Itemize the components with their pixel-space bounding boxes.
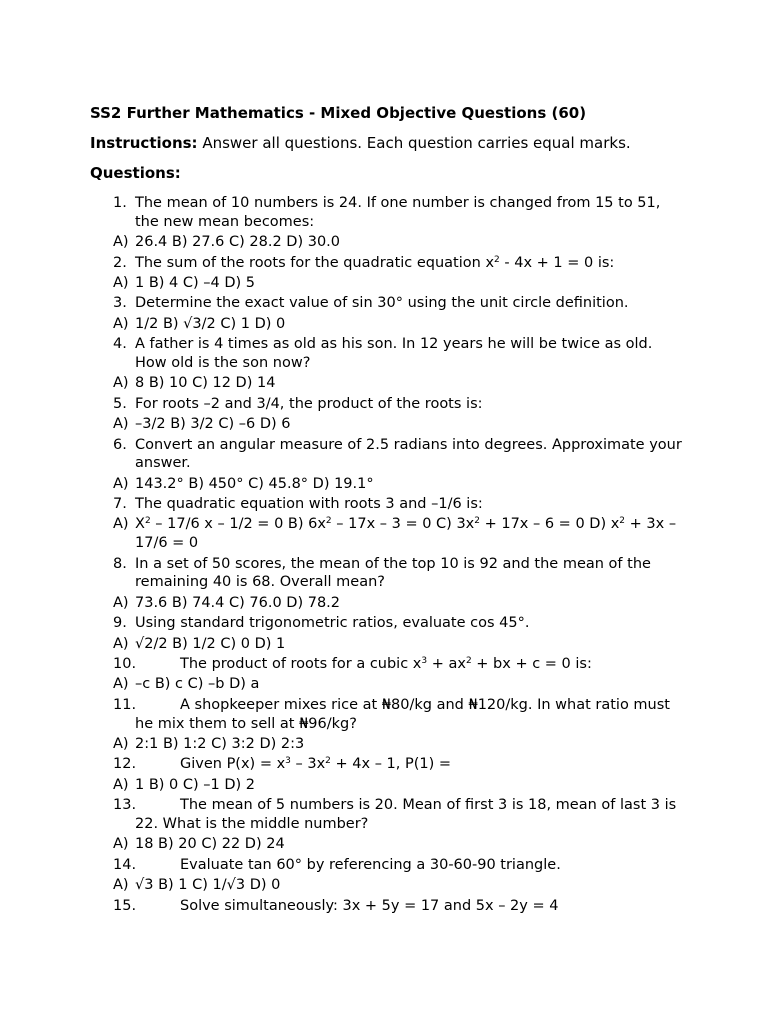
question-number: 1. bbox=[113, 195, 127, 211]
instructions-line bbox=[90, 134, 631, 152]
question-item bbox=[113, 755, 683, 774]
question-item bbox=[113, 856, 683, 875]
answer-options bbox=[113, 735, 683, 754]
question-number: 14. bbox=[113, 856, 137, 873]
answer-options bbox=[113, 594, 683, 613]
question-text: For roots –2 and 3/4, the product of the roots is: bbox=[135, 395, 483, 412]
question-text: Given $P(x) = x^3 - 3x^2 + 4x - 1$, P(1) = bbox=[180, 756, 452, 773]
answer-options bbox=[113, 274, 683, 293]
question-item bbox=[113, 614, 683, 633]
question-number: 11. bbox=[113, 696, 137, 713]
question-text: The quadratic equation with roots 3 and –1/6 is: bbox=[135, 496, 483, 513]
option-text: 26.4 B) 27.6 C) 28.2 D) 30.0 bbox=[135, 234, 341, 251]
answer-options bbox=[113, 233, 683, 252]
question-text: Solve simultaneously: 3x + 5y = 17 and 5x – 2y = 4 bbox=[180, 897, 559, 914]
question-number: 5. bbox=[113, 395, 127, 412]
question-number: 10. bbox=[113, 656, 137, 673]
question-item bbox=[113, 436, 683, 474]
question-number: 2. bbox=[113, 254, 127, 271]
question-item bbox=[113, 897, 683, 916]
option-text: 18 B) 20 C) 22 D) 24 bbox=[135, 836, 285, 853]
option-marker: A) bbox=[113, 735, 129, 752]
question-text: The mean of 10 numbers is 24. If one number is changed from 15 to 51, the new mean becomes: bbox=[135, 195, 661, 230]
answer-options bbox=[113, 315, 683, 334]
question-list bbox=[113, 194, 683, 917]
question-text: The product of roots for a cubic $x^3 + ax^2$ + bx + c = 0 is: bbox=[180, 656, 592, 673]
option-marker: A) bbox=[113, 416, 129, 433]
option-text: √3 B) 1 C) 1/√3 D) 0 bbox=[135, 877, 281, 894]
answer-options bbox=[113, 635, 683, 654]
question-number: 15. bbox=[113, 897, 137, 914]
option-marker: A) bbox=[113, 375, 129, 392]
question-text: Evaluate tan 60° by referencing a 30-60-90 triangle. bbox=[180, 856, 561, 873]
question-number: 13. bbox=[113, 797, 137, 814]
question-text: The mean of 5 numbers is 20. Mean of first 3 is 18, mean of last 3 is 22. What is the middle number? bbox=[135, 797, 677, 832]
instructions-label: Instructions: bbox=[90, 134, 198, 152]
option-text: 73.6 B) 74.4 C) 76.0 D) 78.2 bbox=[135, 594, 341, 611]
question-number: 7. bbox=[113, 496, 127, 513]
answer-options bbox=[113, 475, 683, 494]
answer-options bbox=[113, 374, 683, 393]
question-number: 12. bbox=[113, 756, 137, 773]
document-title: SS2 Further Mathematics - Mixed Objective Questions (60) bbox=[90, 104, 587, 122]
question-number: 4. bbox=[113, 336, 127, 353]
question-item bbox=[113, 395, 683, 414]
option-marker: A) bbox=[113, 676, 129, 693]
question-item bbox=[113, 696, 683, 734]
question-item bbox=[113, 335, 683, 373]
instructions-text: Answer all questions. Each question carries equal marks. bbox=[197, 134, 631, 152]
question-number: 9. bbox=[113, 615, 127, 632]
question-text: In a set of 50 scores, the mean of the top 10 is 92 and the mean of the remaining 40 is 68. Overall mean? bbox=[135, 555, 651, 591]
option-text: –3/2 B) 3/2 C) –6 D) 6 bbox=[135, 416, 291, 433]
option-text: 1/2 B) √3/2 C) 1 D) 0 bbox=[135, 315, 286, 332]
answer-options bbox=[113, 415, 683, 434]
question-item bbox=[113, 294, 683, 313]
question-number: 8. bbox=[113, 555, 127, 572]
option-marker: A) bbox=[113, 516, 129, 533]
option-text: 8 B) 10 C) 12 D) 14 bbox=[135, 375, 276, 392]
option-text: $X^2 - 17/6$ x – 1/2 = 0 B) $6x^2 - 17x - 3 = 0$ C) $3x^2 + 17x - 6 = 0$ D) $x^2 + 3x - 17/6 = 0$ bbox=[135, 516, 677, 552]
questions-heading: Questions: bbox=[90, 164, 181, 182]
option-text: 1 B) 4 C) –4 D) 5 bbox=[135, 274, 256, 291]
option-marker: A) bbox=[113, 274, 129, 291]
option-marker: A) bbox=[113, 776, 129, 793]
question-text: Using standard trigonometric ratios, evaluate cos 45°. bbox=[135, 615, 530, 632]
question-number: 6. bbox=[113, 436, 127, 453]
option-marker: A) bbox=[113, 234, 129, 251]
answer-options bbox=[113, 835, 683, 854]
question-item bbox=[113, 555, 683, 593]
question-item bbox=[113, 655, 683, 674]
answer-options bbox=[113, 776, 683, 795]
option-marker: A) bbox=[113, 836, 129, 853]
option-text: 2:1 B) 1:2 C) 3:2 D) 2:3 bbox=[135, 735, 305, 752]
answer-options bbox=[113, 515, 683, 553]
option-text: 143.2° B) 450° C) 45.8° D) 19.1° bbox=[135, 475, 374, 492]
question-text: Determine the exact value of sin 30° using the unit circle definition. bbox=[135, 295, 629, 312]
question-item bbox=[113, 194, 683, 232]
option-marker: A) bbox=[113, 594, 129, 611]
option-text: √2/2 B) 1/2 C) 0 D) 1 bbox=[135, 635, 286, 652]
question-text: A shopkeeper mixes rice at ₦80/kg and ₦120/kg. In what ratio must he mix them to sell at ₦96/kg? bbox=[135, 696, 670, 732]
question-item bbox=[113, 495, 683, 514]
question-item bbox=[113, 796, 683, 834]
option-marker: A) bbox=[113, 475, 129, 492]
question-number: 3. bbox=[113, 295, 127, 312]
option-text: –c B) c C) –b D) a bbox=[135, 676, 260, 693]
question-item bbox=[113, 254, 683, 273]
answer-options bbox=[113, 675, 683, 694]
option-marker: A) bbox=[113, 635, 129, 652]
question-text: A father is 4 times as old as his son. In 12 years he will be twice as old. How old is the son now? bbox=[135, 336, 653, 371]
answer-options bbox=[113, 876, 683, 895]
option-text: 1 B) 0 C) –1 D) 2 bbox=[135, 776, 256, 793]
question-text: Convert an angular measure of 2.5 radians into degrees. Approximate your answer. bbox=[135, 436, 682, 472]
option-marker: A) bbox=[113, 315, 129, 332]
question-text: The sum of the roots for the quadratic equation $x^2 - 4x + 1 = 0$ is: bbox=[135, 254, 615, 271]
option-marker: A) bbox=[113, 877, 129, 894]
